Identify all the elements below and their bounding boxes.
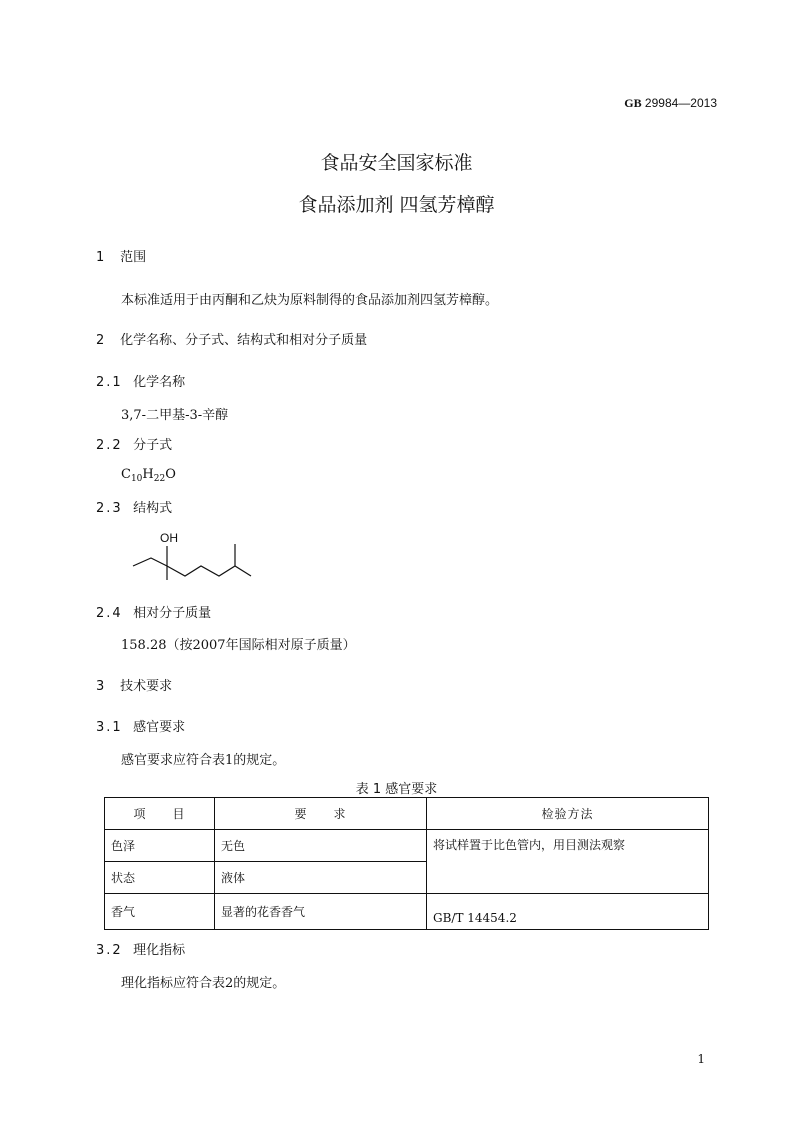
cell-method: 将试样置于比色管内，用目测法观察 [427,830,709,894]
sensory-requirements-table [104,797,709,930]
structural-formula [125,528,255,584]
section-3-1-body: 感官要求应符合表1的规定。 [121,753,286,768]
section-3-2-body: 理化指标应符合表2的规定。 [121,976,286,991]
section-number: 2.3 [96,501,123,516]
cell-item: 香气 [105,894,215,930]
table-1-caption: 表 1 感官要求 [355,782,438,797]
section-2-4-heading [96,602,211,621]
section-title: 技术要求 [120,679,173,694]
cell-item: 色泽 [105,830,215,862]
section-title: 范围 [120,250,147,265]
column-header-requirement: 要 求 [215,798,427,830]
formula-oxygen: O [165,467,176,482]
section-number: 3 [96,679,107,694]
cell-item: 状态 [105,862,215,894]
standard-prefix: GB [624,96,642,110]
section-3-1-heading [96,716,185,735]
section-number: 2.1 [96,375,123,390]
section-2-3-heading [96,497,172,516]
cell-method: GB/T 14454.2 [427,894,709,930]
table-row [105,830,709,862]
section-2-2-heading [96,434,172,453]
standard-code [624,96,717,111]
section-1-heading [96,246,146,265]
section-title: 相对分子质量 [133,606,212,621]
section-number: 1 [96,250,107,265]
document-subtitle: 食品添加剂 四氢芳樟醇 [298,194,495,216]
section-number: 3.2 [96,943,123,958]
molecular-weight: 158.28（按2007年国际相对原子质量） [121,638,356,653]
formula-carbon: C [121,467,131,482]
section-1-body: 本标准适用于由丙酮和乙炔为原料制得的食品添加剂四氢芳樟醇。 [121,293,499,308]
section-number: 2.4 [96,606,123,621]
section-title: 化学名称 [133,375,186,390]
section-number: 2 [96,333,107,348]
hydroxyl-label: OH [160,531,178,545]
cell-requirement: 液体 [215,862,427,894]
section-title: 分子式 [133,438,173,453]
formula-hydrogen-count: 22 [153,474,166,484]
section-3-2-heading [96,939,185,958]
formula-hydrogen: H [142,467,154,482]
section-3-heading [96,675,172,694]
page-number: 1 [697,1052,705,1066]
table-row [105,894,709,930]
molecular-formula [121,467,176,484]
section-2-1-heading [96,371,185,390]
section-title: 结构式 [133,501,173,516]
section-title: 化学名称、分子式、结构式和相对分子质量 [120,333,368,348]
section-title: 感官要求 [133,720,186,735]
chemical-name: 3,7-二甲基-3-辛醇 [121,408,229,423]
section-number: 2.2 [96,438,123,453]
column-header-method: 检验方法 [427,798,709,830]
table-header-row [105,798,709,830]
column-header-item: 项 目 [105,798,215,830]
formula-carbon-count: 10 [130,474,143,484]
section-number: 3.1 [96,720,123,735]
document-title: 食品安全国家标准 [320,152,473,174]
section-2-heading [96,329,367,348]
cell-requirement: 显著的花香香气 [215,894,427,930]
cell-requirement: 无色 [215,830,427,862]
carbon-chain [133,558,251,576]
section-title: 理化指标 [133,943,186,958]
standard-number: 29984—2013 [644,96,717,110]
